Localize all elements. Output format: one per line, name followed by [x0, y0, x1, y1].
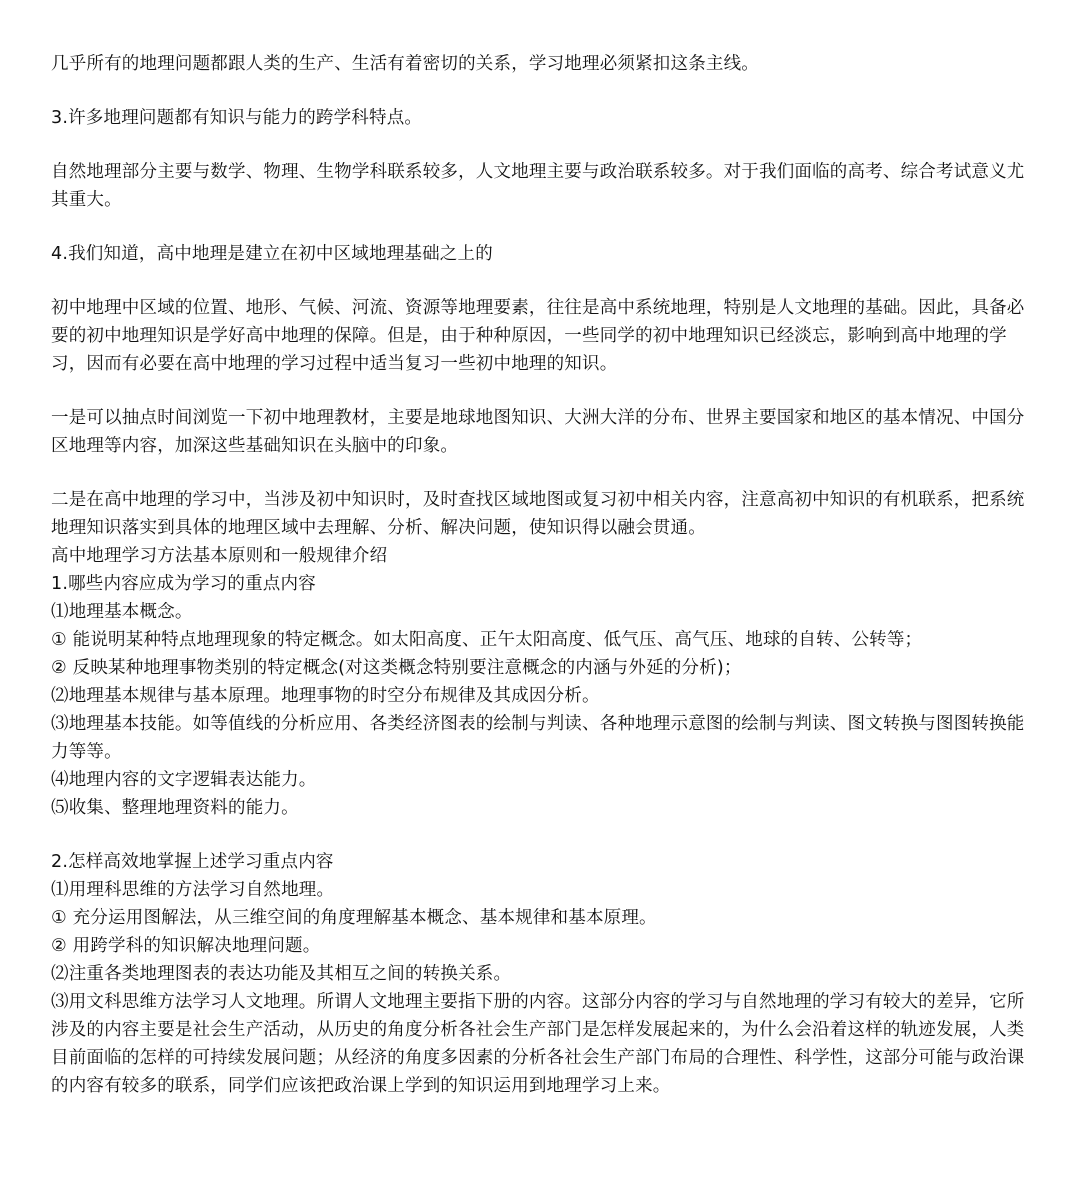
list-item: ⑶地理基本技能。如等值线的分析应用、各类经济图表的绘制与判读、各种地理示意图的绘制与判读、图文转换与图图转换能力等等。 — [51, 714, 1025, 762]
section-title: 高中地理学习方法基本原则和一般规律介绍 — [51, 546, 388, 566]
list-item: ⑴地理基本概念。 — [51, 602, 193, 622]
list-item: ⑷地理内容的文字逻辑表达能力。 — [51, 770, 317, 790]
section-heading: 4.我们知道，高中地理是建立在初中区域地理基础之上的 — [51, 244, 493, 264]
list-item: ① 能说明某种特点地理现象的特定概念。如太阳高度、正午太阳高度、低气压、高气压、地球的自转、公转等； — [51, 630, 923, 650]
list-item: ② 用跨学科的知识解决地理问题。 — [51, 936, 321, 956]
list-item: ② 反映某种地理事物类别的特定概念(对这类概念特别要注意概念的内涵与外延的分析)； — [51, 658, 742, 678]
list-item: ⑵地理基本规律与基本原理。地理事物的时空分布规律及其成因分析。 — [51, 686, 600, 706]
paragraph: 几乎所有的地理问题都跟人类的生产、生活有着密切的关系，学习地理必须紧扣这条主线。 — [51, 54, 759, 74]
list-item: ① 充分运用图解法，从三维空间的角度理解基本概念、基本规律和基本原理。 — [51, 908, 657, 928]
paragraph: 自然地理部分主要与数学、物理、生物学科联系较多，人文地理主要与政治联系较多。对于我们面临的高考、综合考试意义尤其重大。 — [51, 162, 1025, 210]
list-item: ⑴用理科思维的方法学习自然地理。 — [51, 880, 335, 900]
section-heading: 2.怎样高效地掌握上述学习重点内容 — [51, 852, 334, 872]
list-item: ⑵注重各类地理图表的表达功能及其相互之间的转换关系。 — [51, 964, 512, 984]
section-heading: 3.许多地理问题都有知识与能力的跨学科特点。 — [51, 108, 423, 128]
paragraph: 二是在高中地理的学习中，当涉及初中知识时，及时查找区域地图或复习初中相关内容，注意高初中知识的有机联系，把系统地理知识落实到具体的地理区域中去理解、分析、解决问题，使知识得以融会贯通。 — [51, 490, 1025, 538]
document-body — [51, 50, 1036, 1100]
list-item: ⑶用文科思维方法学习人文地理。所谓人文地理主要指下册的内容。这部分内容的学习与自然地理的学习有较大的差异，它所涉及的内容主要是社会生产活动，从历史的角度分析各社会生产部门是怎样发展起来的，为什么会沿着这样的轨迹发展，人类目前面临的怎样的可持续发展问题；从经济的角度多因素的分析各社会生产部门布局的合理性、科学性，这部分可能与政治课的内容有较多的联系，同学们应该把政治课上学到的知识运用到地理学习上来。 — [51, 992, 1025, 1096]
section-heading: 1.哪些内容应成为学习的重点内容 — [51, 574, 316, 594]
list-item: ⑸收集、整理地理资料的能力。 — [51, 798, 299, 818]
paragraph: 初中地理中区域的位置、地形、气候、河流、资源等地理要素，往往是高中系统地理，特别是人文地理的基础。因此，具备必要的初中地理知识是学好高中地理的保障。但是，由于种种原因，一些同学的初中地理知识已经淡忘，影响到高中地理的学习，因而有必要在高中地理的学习过程中适当复习一些初中地理的知识。 — [51, 298, 1025, 374]
paragraph: 一是可以抽点时间浏览一下初中地理教材，主要是地球地图知识、大洲大洋的分布、世界主要国家和地区的基本情况、中国分区地理等内容，加深这些基础知识在头脑中的印象。 — [51, 408, 1025, 456]
